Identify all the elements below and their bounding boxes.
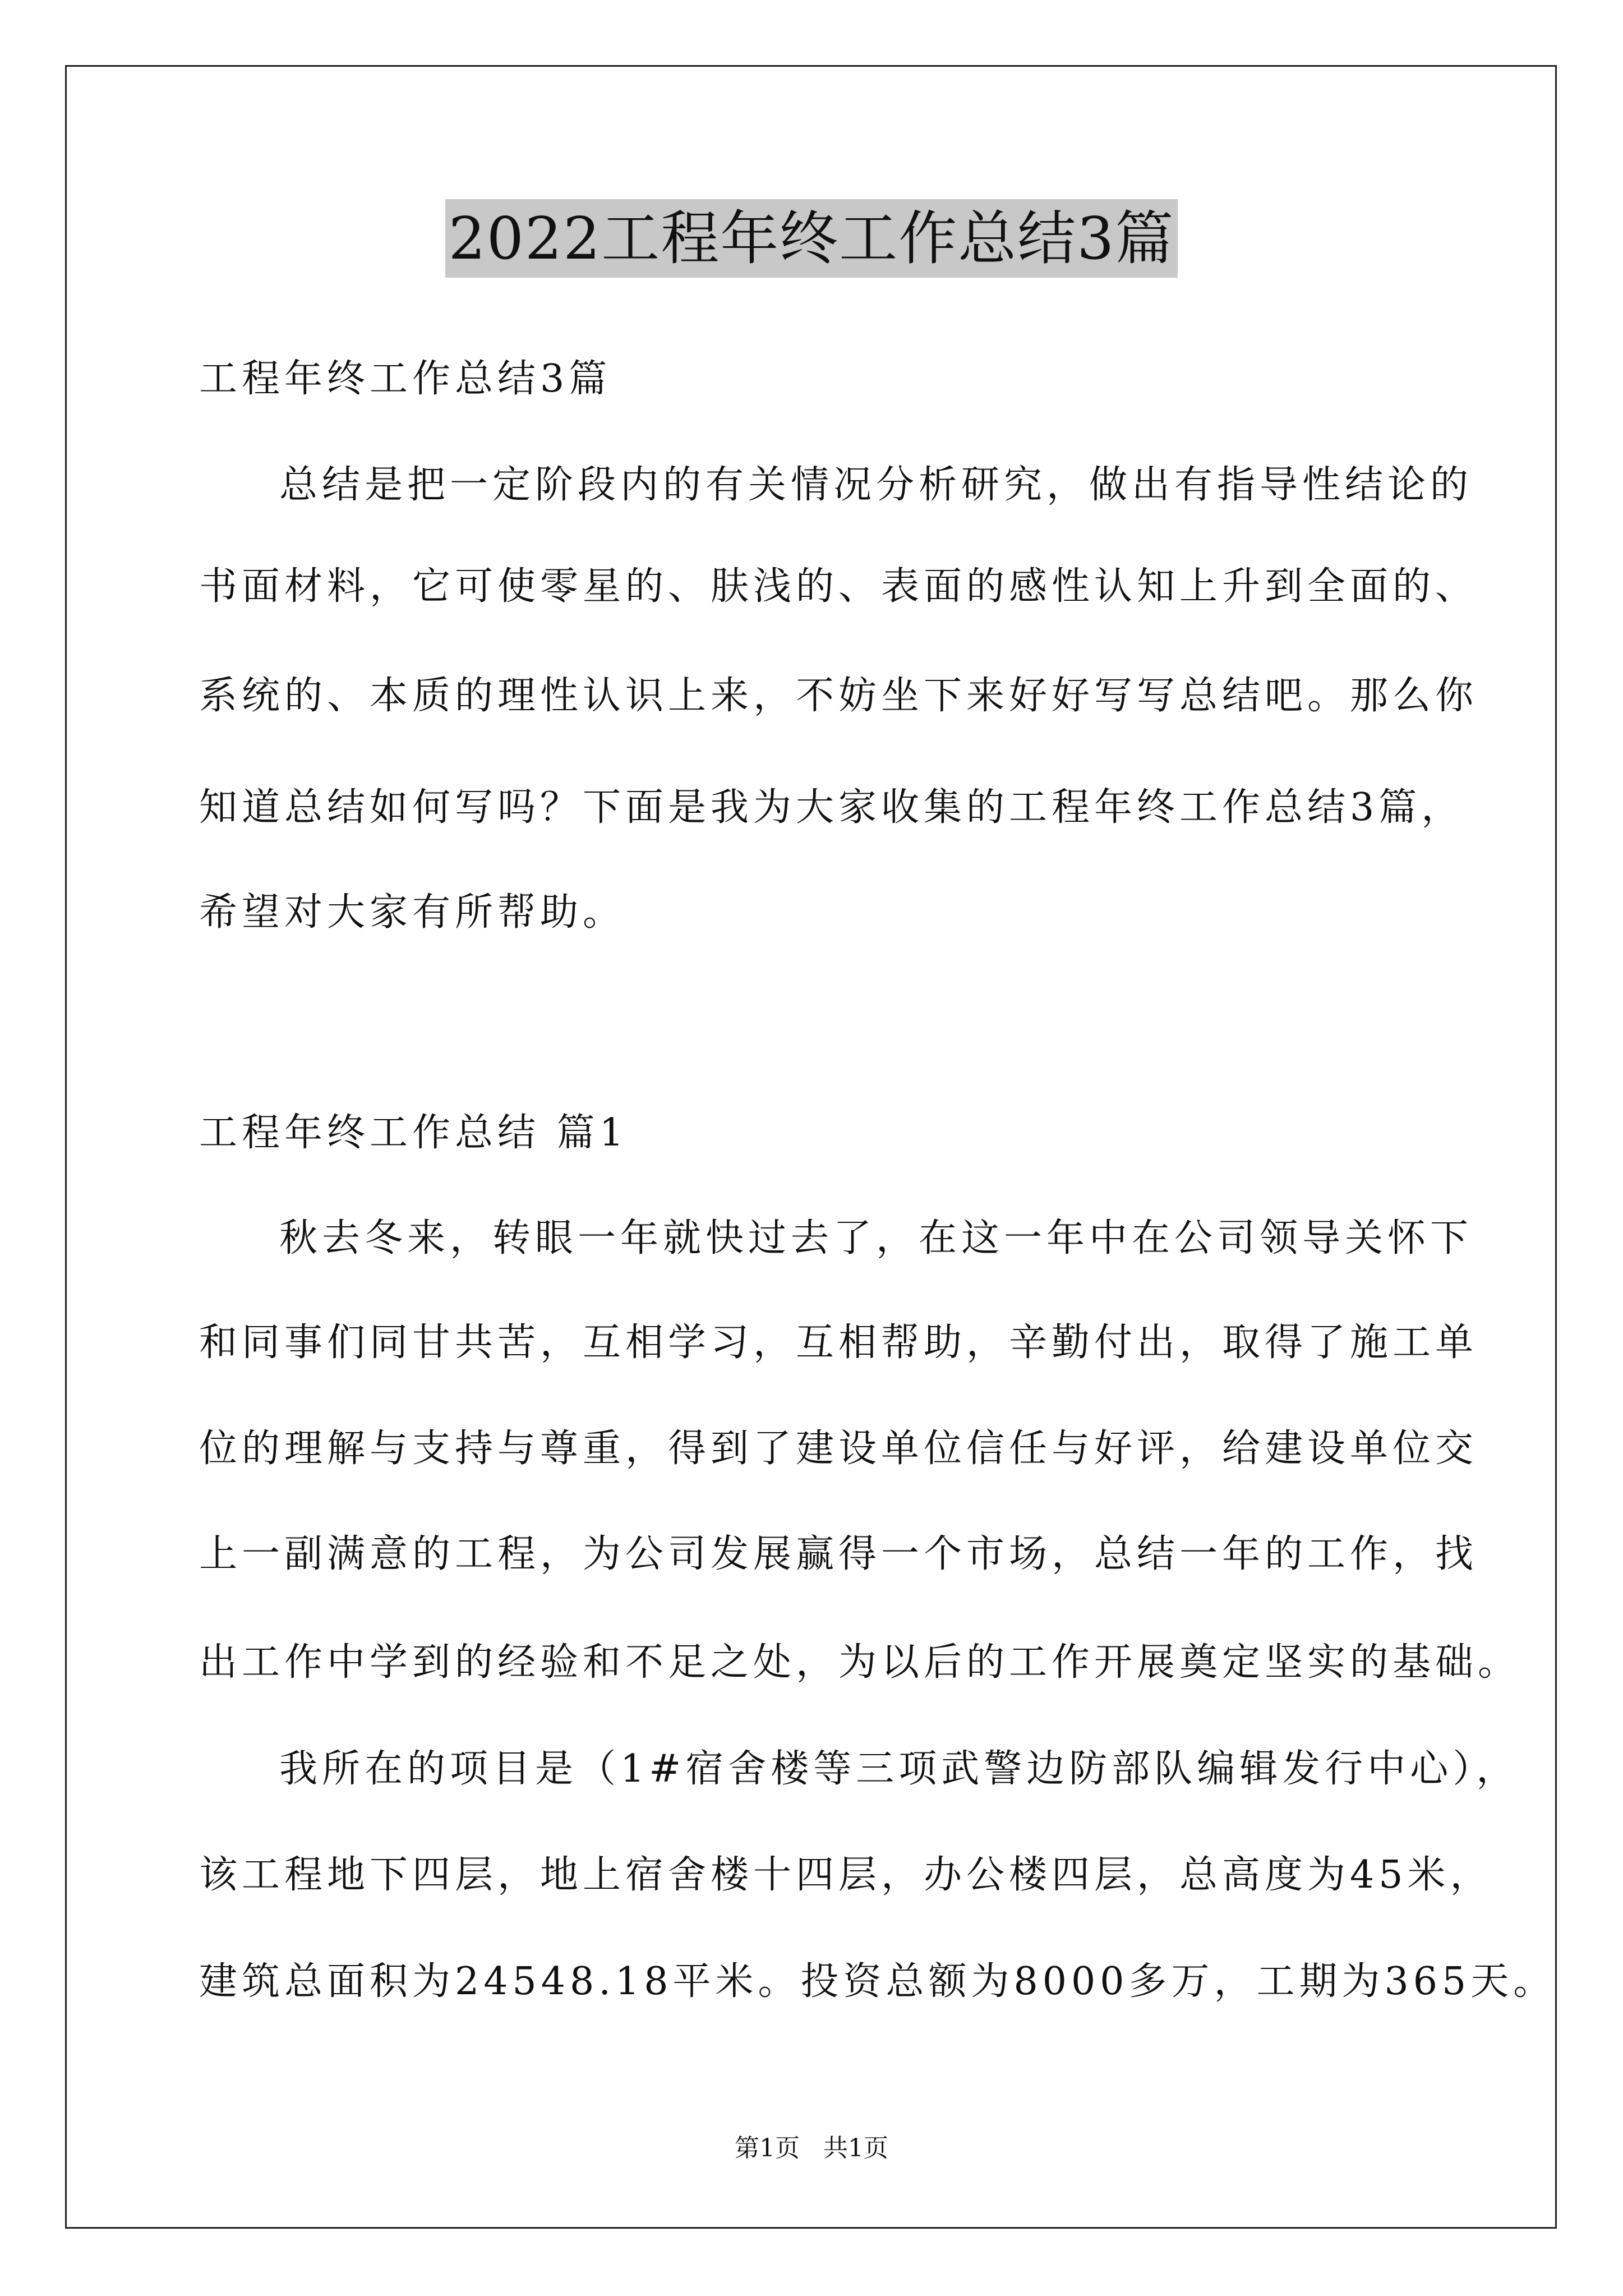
para2-line-2: 该工程地下四层，地上宿舍楼十四层，办公楼四层，总高度为45米， — [199, 1853, 1493, 1897]
document-title[interactable]: 2022工程年终工作总结3篇 — [445, 199, 1178, 278]
section-heading-1: 工程年终工作总结 篇1 — [199, 1111, 628, 1155]
para2-line-3: 建筑总面积为24548.18平米。投资总额为8000多万，工期为365天。 — [199, 1959, 1556, 2004]
intro-line-4: 知道总结如何写吗？下面是我为大家收集的工程年终工作总结3篇， — [199, 785, 1464, 830]
title-block — [0, 199, 1623, 278]
para1-line-3: 位的理解与支持与尊重，得到了建设单位信任与好评，给建设单位交 — [199, 1427, 1478, 1471]
page-footer: 第1页 共1页 — [735, 2134, 888, 2162]
intro-line-2: 书面材料，它可使零星的、肤浅的、表面的感性认知上升到全面的、 — [199, 564, 1478, 609]
para1-line-4: 上一副满意的工程，为公司发展赢得一个市场，总结一年的工作，找 — [199, 1532, 1478, 1576]
intro-line-1: 总结是把一定阶段内的有关情况分析研究，做出有指导性结论的 — [279, 463, 1473, 507]
para1-line-1: 秋去冬来，转眼一年就快过去了，在这一年中在公司领导关怀下 — [279, 1216, 1473, 1260]
para1-line-5: 出工作中学到的经验和不足之处，为以后的工作开展奠定坚实的基础。 — [199, 1640, 1521, 1685]
intro-line-3: 系统的、本质的理性认识上来，不妨坐下来好好写写总结吧。那么你 — [199, 674, 1478, 718]
para1-line-2: 和同事们同甘共苦，互相学习，互相帮助，辛勤付出，取得了施工单 — [199, 1320, 1478, 1365]
subtitle: 工程年终工作总结3篇 — [199, 357, 612, 401]
intro-line-5: 希望对大家有所帮助。 — [199, 890, 626, 935]
para2-line-1: 我所在的项目是（1#宿舍楼等三项武警边防部队编辑发行中心）， — [279, 1747, 1519, 1791]
